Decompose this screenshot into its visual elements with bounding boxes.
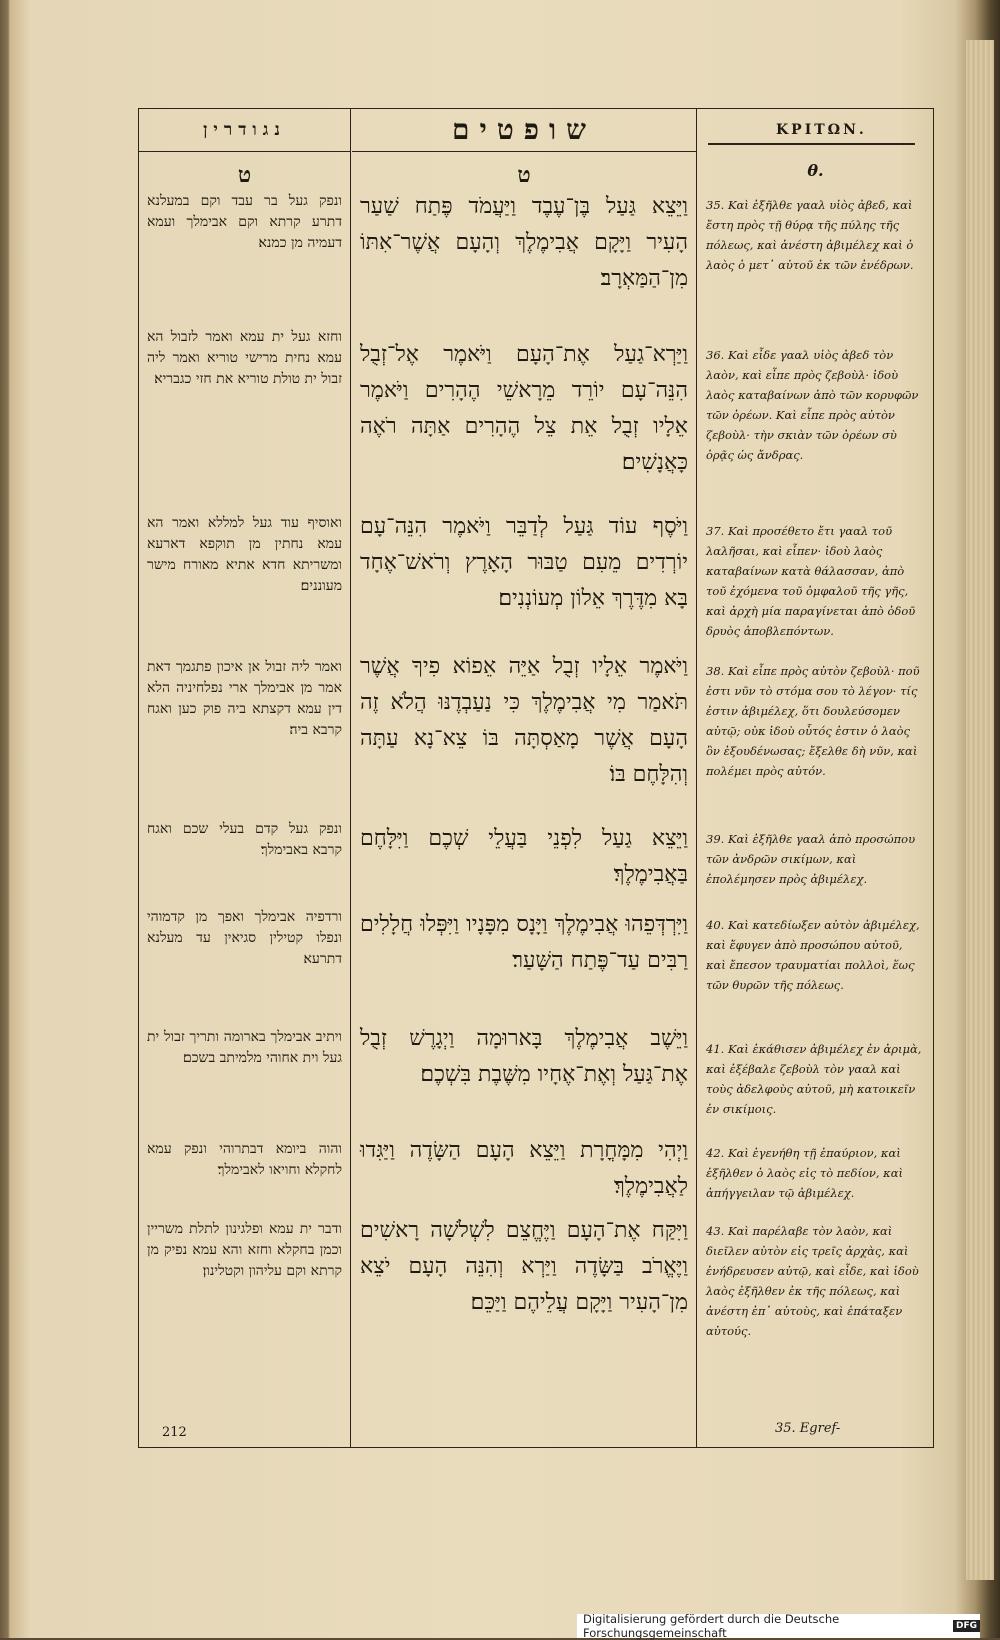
- hebrew-verse-36: [360, 337, 688, 481]
- greek-verse-42: [706, 1143, 925, 1203]
- aramaic-column: [139, 109, 351, 1447]
- verse-text: וַיֹּסֶף עוֹד גַּעַל לְדַבֵּר וַיֹּאמֶר הִנֵּה־עָם יוֹרְדִים מֵעִם טַבּוּר הָאָרֶץ וְרֹאשׁ־אֶחָד בָּא מִדֶּרֶךְ אֵלוֹן מְעוֹנְנִים׃: [360, 514, 688, 611]
- aramaic-verse-38: [147, 657, 342, 741]
- hebrew-verse-43: [360, 1213, 688, 1321]
- hebrew-header: שופטים: [352, 109, 696, 152]
- aramaic-chapter: ט: [237, 162, 252, 188]
- aramaic-verse-42: [147, 1139, 342, 1181]
- aramaic-verse-37: [147, 513, 342, 597]
- verse-text: 35. Καὶ ἐξῆλθε γααλ υἱὸς ἀβεδ, καὶ ἔστη πρὸς τῇ θύρᾳ τῆς πύλης τῆς πόλεως, καὶ ἀνέστη ἀβιμέλεχ καὶ ὁ λαὸς ὁ μετ᾽ αὐτοῦ ἐκ τῶν ἐνέδρων.: [706, 198, 914, 272]
- verse-text: 37. Καὶ προσέθετο ἔτι γααλ τοῦ λαλῆσαι, καὶ εἶπεν· ἰδοὺ λαὸς καταβαίνων κατὰ θάλασσαν, ἀπὸ τοῦ ἐχόμενα τοῦ ὀμφαλοῦ τῆς γῆς, καὶ ἀρχὴ μία παραγίνεται ἀπὸ ὁδοῦ δρυὸς ἀποβλεπόντων.: [706, 524, 916, 638]
- hebrew-verse-38: [360, 649, 688, 793]
- hebrew-chapter: ט: [517, 162, 531, 188]
- hebrew-verse-40: [360, 907, 688, 979]
- verse-text: 38. Καὶ εἶπε πρὸς αὐτὸν ζεβοὺλ· ποῦ ἐστι νῦν τὸ στόμα σου τὸ λέγον· τίς ἐστιν ἀβιμέλεχ, ὅτι δουλεύσομεν αὐτῷ; οὐκ ἰδοὺ οὗτός ἐστιν ὁ λαὸς ὃν ἐξουδένωσας; ἔξελθε δὴ νῦν, καὶ πολέμει πρὸς αὐτόν.: [706, 664, 920, 778]
- greek-verse-38: [706, 661, 925, 781]
- greek-verse-36: [706, 345, 925, 465]
- hebrew-verse-35: [360, 189, 688, 297]
- verse-text: ודבר ית עמא ופלגינון לתלת משריין וכמן בחקלא וחזא והא עמא נפיק מן קרתא וקם עליהון וקטלינון׃: [147, 1221, 342, 1279]
- hebrew-verse-37: [360, 509, 688, 617]
- verse-text: 36. Καὶ εἶδε γααλ υἱὸς ἀβεδ τὸν λαὸν, καὶ εἶπε πρὸς ζεβοὺλ· ἰδοὺ λαὸς καταβαίνων ἀπὸ τῶν κορυφῶν τῶν ὀρέων. Καὶ εἶπε πρὸς αὐτὸν ζεβοὺλ· τὴν σκιὰν τῶν ὀρέων σὺ ὁρᾷς ὡς ἄνδρας.: [706, 348, 919, 462]
- banner-text: Digitalisierung gefördert durch die Deutsche Forschungsgemeinschaft: [583, 1612, 840, 1640]
- verse-text: ויתיב אבימלך בארומה ותריך זבול ית געל וית אחוהי מלמיתב בשכם׃: [147, 1029, 342, 1066]
- verse-text: 42. Καὶ ἐγενήθη τῇ ἐπαύριον, καὶ ἐξῆλθεν ὁ λαὸς εἰς τὸ πεδίον, καὶ ἀπήγγειλαν τῷ ἀβιμέλεχ.: [706, 1146, 903, 1200]
- greek-verse-43: [706, 1221, 925, 1341]
- greek-verse-41: [706, 1039, 925, 1119]
- verse-text: וַיַּרְא־גַעַל אֶת־הָעָם וַיֹּאמֶר אֶל־זְבֻל הִנֵּה־עָם יוֹרֵד מֵרָאשֵׁי הֶהָרִים וַיֹּאמֶר אֵלָיו זְבֻל אֵת צֵל הֶהָרִים אַתָּה רֹאֶה כָּאֲנָשִׁים׃: [360, 342, 688, 475]
- greek-header-rule: [708, 143, 915, 145]
- aramaic-verse-40: [147, 907, 342, 970]
- hebrew-verse-39: [360, 821, 688, 893]
- polyglot-frame: [138, 108, 934, 1448]
- aramaic-verse-39: [147, 819, 342, 861]
- aramaic-verse-36: [147, 327, 342, 390]
- hebrew-verse-41: [360, 1021, 688, 1093]
- verse-text: ואמר ליה זבול אן איכון פתגמך דאת אמר מן אבימלך ארי נפלחיניה הלא דין עמא דקצתא ביה פוק כען ואגח קרבא ביה׃: [147, 659, 342, 738]
- verse-text: וַיִּרְדְּפֵהוּ אֲבִימֶלֶךְ וַיָּנָס מִפָּנָיו וַיִּפְּלוּ חֲלָלִים רַבִּים עַד־פֶּתַח הַשָּׁעַר׃: [360, 912, 688, 973]
- verse-text: וַיֵּצֵא גַעַל לִפְנֵי בַּעֲלֵי שְׁכֶם וַיִּלָּחֶם בַּאֲבִימֶלֶךְ׃: [360, 826, 688, 887]
- verse-text: וַיֵּצֵא גַּעַל בֶּן־עֶבֶד וַיַּעֲמֹד פֶּתַח שַׁעַר הָעִיר וַיָּקָם אֲבִימֶלֶךְ וְהָעָם אֲשֶׁר־אִתּוֹ מִן־הַמַּאְרָב׃: [360, 194, 688, 291]
- next-page-edge: [966, 40, 994, 1580]
- verse-text: 39. Καὶ ἐξῆλθε γααλ ἀπὸ προσώπου τῶν ἀνδρῶν σικίμων, καὶ ἐπολέμησεν πρὸς ἀβιμέλεχ.: [706, 832, 916, 886]
- greek-chapter: θ.: [807, 161, 824, 180]
- verse-text: 43. Καὶ παρέλαβε τὸν λαὸν, καὶ διεῖλεν αὐτὸν εἰς τρεῖς ἀρχὰς, καὶ ἐνήδρευσεν αὐτῷ, καὶ εἶδε, καὶ ἰδοὺ λαὸς ἐξῆλθεν ἐκ τῆς πόλεως, καὶ ἀνέστη ἐπ᾽ αὐτοὺς, καὶ ἐπάταξεν αὐτούς.: [706, 1224, 919, 1338]
- hebrew-column: [352, 109, 697, 1447]
- verse-text: והוה ביומא דבתרוהי ונפק עמא לחקלא וחויאו לאבימלך׃: [147, 1141, 342, 1178]
- greek-header: ΚΡΙΤΩΝ.: [776, 122, 867, 138]
- greek-verse-40: [706, 915, 925, 995]
- greek-verse-35: [706, 195, 925, 275]
- verse-text: וַיֹּאמֶר אֵלָיו זְבֻל אַיֵּה אֵפוֹא פִיךָ אֲשֶׁר תֹּאמַר מִי אֲבִימֶלֶךְ כִּי נַעַבְדֶנּוּ הֲלֹא זֶה הָעָם אֲשֶׁר מָאַסְתָּה בּוֹ צֵא־נָא עַתָּה וְהִלָּחֶם בּוֹ׃: [360, 654, 688, 787]
- greek-verse-37: [706, 521, 925, 641]
- greek-column: [698, 109, 933, 1447]
- digitization-banner: [577, 1614, 980, 1638]
- verse-text: ואוסיף עוד געל למללא ואמר הא עמא נחתין מן תוקפא דארעא ומשריתא חדא אתיא מאורח מישר מעוננים׃: [147, 515, 342, 594]
- hebrew-verse-42: [360, 1133, 688, 1205]
- verse-text: 40. Καὶ κατεδίωξεν αὐτὸν ἀβιμέλεχ, καὶ ἔφυγεν ἀπὸ προσώπου αὐτοῦ, καὶ ἔπεσον τραυματίαι πολλοὶ, ἕως τῶν θυρῶν τῆς πόλεως.: [706, 918, 920, 992]
- verse-text: ונפק געל קדם בעלי שכם ואגח קרבא באבימלך׃: [147, 821, 342, 858]
- aramaic-header: נגודרין: [139, 109, 350, 152]
- verse-text: 41. Καὶ ἐκάθισεν ἀβιμέλεχ ἐν ἀριμὰ, καὶ ἐξέβαλε ζεβοὺλ τὸν γααλ καὶ τοὺς ἀδελφοὺς αὐτοῦ, μὴ κατοικεῖν ἐν σικίμοις.: [706, 1042, 922, 1116]
- page-number: 212: [162, 1425, 187, 1440]
- verse-text: ונפק געל בר עבד וקם במעלנא דתרע קרתא וקם אבימלך ועמא דעמיה מן כמנא׃: [147, 193, 342, 251]
- aramaic-verse-41: [147, 1027, 342, 1069]
- verse-text: וַיֵּשֶׁב אֲבִימֶלֶךְ בָּארוּמָה וַיְגָרֶשׁ זְבֻל אֶת־גַּעַל וְאֶת־אֶחָיו מִשֶּׁבֶת בִּשְׁכֶם׃: [360, 1026, 688, 1087]
- greek-verse-39: [706, 829, 925, 889]
- dfg-logo-icon: DFG: [953, 1620, 980, 1632]
- verse-text: וַיְהִי מִמָּחֳרָת וַיֵּצֵא הָעָם הַשָּׂדֶה וַיַּגִּדוּ לַאֲבִימֶלֶךְ׃: [360, 1138, 688, 1199]
- aramaic-verse-35: [147, 191, 342, 254]
- verse-text: וחזא געל ית עמא ואמר לזבול הא עמא נחית מרישי טוריא ואמר ליה זבול ית טולת טוריא את חזי כגבריא׃: [147, 329, 342, 387]
- verse-text: וַיִּקַּח אֶת־הָעָם וַיֶּחֱצֵם לִשְׁלֹשָׁה רָאשִׁים וַיֶּאֱרֹב בַּשָּׂדֶה וַיַּרְא וְהִנֵּה הָעָם יֹצֵא מִן־הָעִיר וַיָּקָם עֲלֵיהֶם וַיַּכֵּם׃: [360, 1218, 688, 1315]
- aramaic-verse-43: [147, 1219, 342, 1282]
- verse-text: ורדפיה אבימלך ואפך מן קדמוהי ונפלו קטילין סגיאין עד מעלנא דתרעא׃: [147, 909, 342, 967]
- catchword: 35. Egref-: [775, 1421, 841, 1436]
